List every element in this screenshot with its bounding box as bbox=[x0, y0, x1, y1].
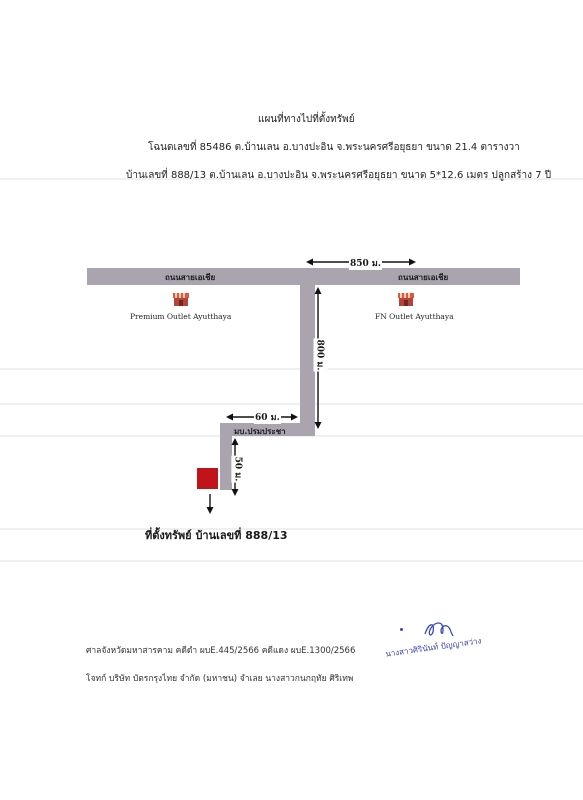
fn-outlet-label: FN Outlet Ayutthaya bbox=[375, 312, 454, 321]
distance-label-800: 800 ม. bbox=[314, 339, 328, 372]
distance-label-850: 850 ม. bbox=[349, 256, 382, 270]
asia-highway-label-left: ถนนสายเอเชีย bbox=[165, 273, 216, 282]
property-marker bbox=[197, 468, 218, 489]
signature-dot bbox=[400, 628, 403, 631]
distance-label-60: 60 ม. bbox=[254, 410, 281, 424]
title-deed-line: โฉนดเลขที่ 85486 ต.บ้านเลน อ.บางปะอิน จ.พระนครศรีอยุธยา ขนาด 21.4 ตารางวา bbox=[148, 142, 520, 153]
parties-line: โจทก์ บริษัท บัตรกรุงไทย จำกัด (มหาชน) จำเลย นางสาวกนกฤทัย ศิริเทพ bbox=[86, 674, 354, 684]
court-case-line: ศาลจังหวัดมหาสารคาม คดีดำ ผบE.445/2566 คดีแดง ผบE.1300/2566 bbox=[86, 646, 356, 656]
asia-highway-label-right: ถนนสายเอเชีย bbox=[398, 273, 449, 282]
premium-outlet-label: Premium Outlet Ayutthaya bbox=[130, 312, 232, 321]
property-pointer-arrow bbox=[205, 494, 215, 514]
village-road-label: มบ.ปรมประชา bbox=[234, 427, 286, 436]
map-title: แผนที่ทางไปที่ตั้งทรัพย์ bbox=[258, 114, 355, 125]
property-location-label: ที่ตั้งทรัพย์ บ้านเลขที่ 888/13 bbox=[145, 529, 288, 542]
house-info-line: บ้านเลขที่ 888/13 ต.บ้านเลน อ.บางปะอิน จ.พระนครศรีอยุธยา ขนาด 5*12.6 เมตร ปลูกสร้าง 7 ปี bbox=[126, 170, 552, 181]
signature-name: นางสาวศิรินันท์ ปัญญาสว่าง bbox=[384, 636, 482, 659]
fn-outlet-store-icon bbox=[397, 291, 415, 307]
signature-scribble bbox=[421, 618, 457, 640]
premium-outlet-store-icon bbox=[172, 291, 190, 307]
distance-label-50: 50 ม. bbox=[231, 456, 245, 483]
